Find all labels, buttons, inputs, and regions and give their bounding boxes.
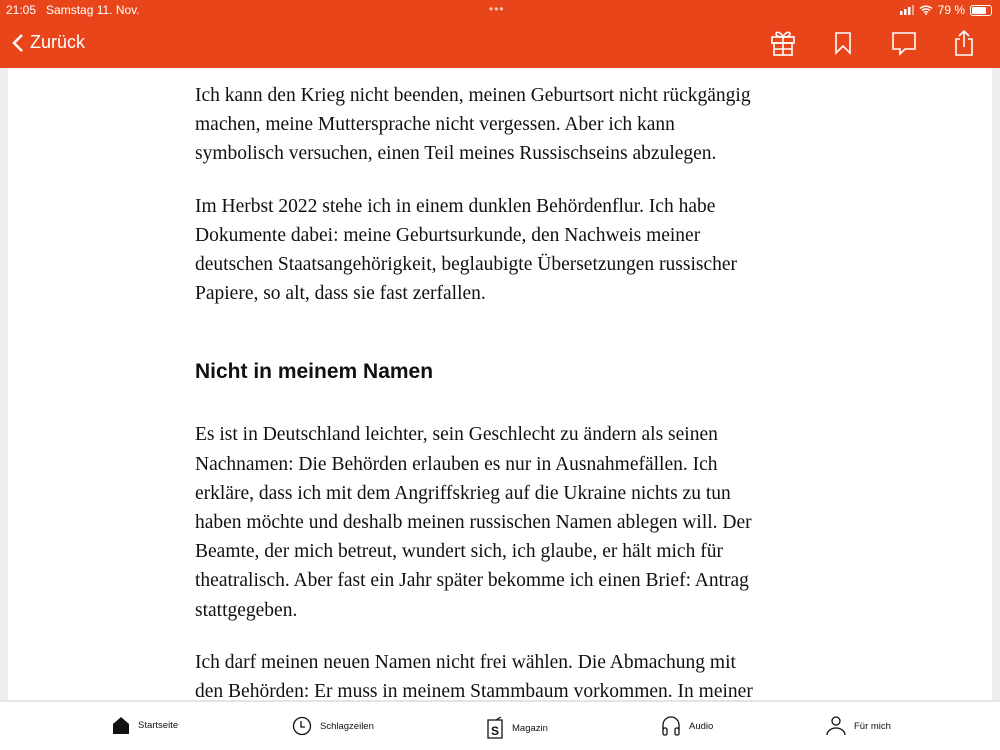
tab-label: Magazin xyxy=(512,722,548,734)
text-line: deutschen Staatsangehörigkeit, beglaubigte Übersetzungen russischer xyxy=(195,254,738,276)
clock-icon xyxy=(292,716,312,736)
tab-bar xyxy=(0,700,1000,750)
back-label: Zurück xyxy=(30,32,86,52)
tab-label: Startseite xyxy=(138,719,179,731)
home-icon xyxy=(112,716,130,734)
text-line: haben möchte und deshalb meinen russischen Namen ablegen will. Der xyxy=(195,512,752,534)
headphones-icon xyxy=(661,716,681,736)
text-line: Nachnamen: Die Behörden erlauben es nur in Ausnahmefällen. Ich xyxy=(195,453,718,475)
text-line: symbolisch versuchen, einen Teil meines Russischseins abzulegen. xyxy=(195,143,717,165)
text-line: erkläre, dass ich mit dem Angriffskrieg auf die Ukraine nichts zu tun xyxy=(195,482,731,504)
text-line: Papiere, so alt, dass sie fast zerfallen. xyxy=(195,283,486,305)
status-time: 21:05 xyxy=(6,3,37,17)
status-date: Samstag 11. Nov. xyxy=(46,3,140,17)
text-line: Dokumente dabei: meine Geburtsurkunde, den Nachweis meiner xyxy=(195,224,701,246)
signal-icon xyxy=(900,5,914,15)
text-line: stattgegeben. xyxy=(195,599,298,621)
tab-label: Audio xyxy=(689,720,714,732)
text-line: theatralisch. Aber fast ein Jahr später bekomme ich einen Brief: Antrag xyxy=(195,570,749,592)
tab-label: Schlagzeilen xyxy=(320,720,374,732)
text-line: den Behörden: Er muss in meinem Stammbaum vorkommen. In meiner xyxy=(195,681,753,700)
tab-startseite[interactable] xyxy=(112,716,178,734)
battery-icon xyxy=(970,5,992,16)
bookmark-button[interactable] xyxy=(829,28,857,58)
share-button[interactable] xyxy=(950,28,978,58)
tab-label: Für mich xyxy=(854,720,891,732)
back-button[interactable] xyxy=(12,32,85,53)
person-icon xyxy=(826,716,846,736)
paragraph xyxy=(195,192,815,309)
top-bar xyxy=(0,0,1000,68)
comments-button[interactable] xyxy=(890,28,918,58)
section-heading: Nicht in meinem Namen xyxy=(195,360,434,384)
comment-icon xyxy=(891,30,917,56)
tab-magazin[interactable] xyxy=(486,716,548,740)
magazine-icon xyxy=(486,716,504,740)
text-line: machen, meine Muttersprache nicht vergessen. Aber ich kann xyxy=(195,114,675,136)
text-line: Es ist in Deutschland leichter, sein Geschlecht zu ändern als seinen xyxy=(195,424,718,446)
tab-audio[interactable] xyxy=(661,716,713,736)
paragraph xyxy=(195,420,815,624)
article-content[interactable] xyxy=(8,68,992,700)
multitasking-dots[interactable]: ••• xyxy=(489,2,505,16)
text-line: Ich darf meinen neuen Namen nicht frei wählen. Die Abmachung mit xyxy=(195,651,736,673)
svg-text:S: S xyxy=(490,724,500,738)
tab-schlagzeilen[interactable] xyxy=(292,716,374,736)
paragraph xyxy=(195,648,815,700)
battery-percent: 79 % xyxy=(937,3,965,17)
wifi-icon xyxy=(919,5,933,15)
gift-icon xyxy=(770,29,796,57)
share-icon xyxy=(953,29,975,57)
gift-button[interactable] xyxy=(769,28,797,58)
tab-fuer-mich[interactable] xyxy=(826,716,891,736)
text-line: Ich kann den Krieg nicht beenden, meinen Geburtsort nicht rückgängig xyxy=(195,85,751,106)
text-line: Beamte, der mich betreut, wundert sich, ich glaube, er hält mich für xyxy=(195,541,723,563)
bookmark-icon xyxy=(834,31,852,55)
paragraph xyxy=(195,81,815,169)
text-line: Im Herbst 2022 stehe ich in einem dunklen Behördenflur. Ich habe xyxy=(195,195,716,217)
chevron-left-icon xyxy=(12,33,24,53)
